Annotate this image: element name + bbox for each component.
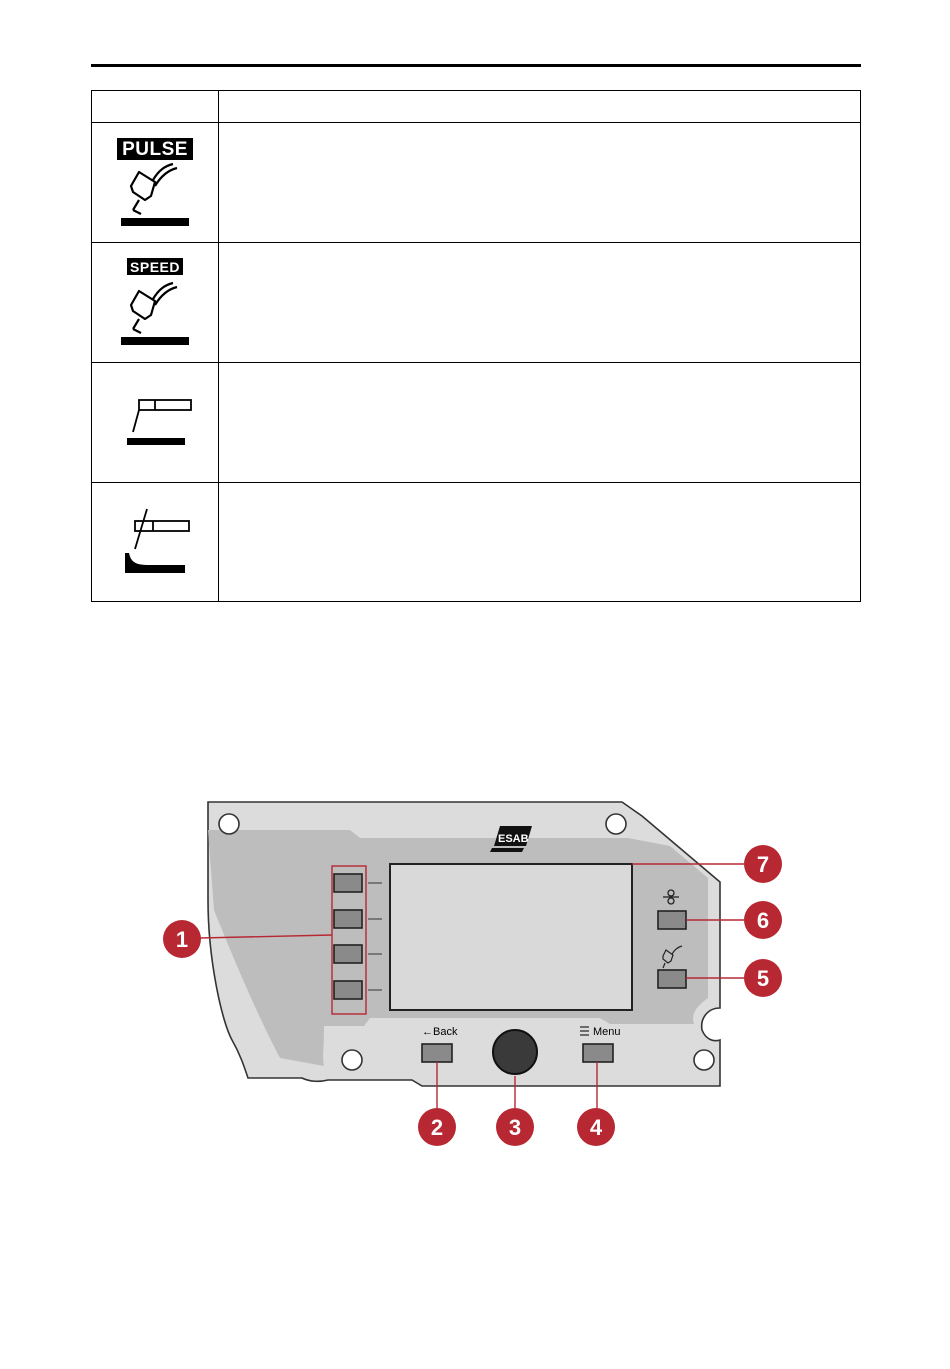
back-button[interactable] <box>422 1044 452 1062</box>
pulse-mig-icon <box>115 160 195 228</box>
callout-5 <box>744 959 782 997</box>
svg-text:4: 4 <box>589 1115 603 1140</box>
table-header-row <box>92 91 861 123</box>
svg-text:←: ← <box>422 1026 433 1038</box>
mount-hole <box>694 1050 714 1070</box>
description-cell <box>219 243 861 363</box>
soft-key-4[interactable] <box>334 981 362 999</box>
mma-icon <box>115 390 195 450</box>
display-screen[interactable] <box>390 864 632 1010</box>
soft-key-3[interactable] <box>334 945 362 963</box>
header-rule <box>91 64 861 67</box>
symbol-cell <box>92 243 219 363</box>
control-panel <box>160 790 800 1150</box>
symbol-cell <box>92 123 219 243</box>
svg-text:2: 2 <box>430 1115 444 1140</box>
pulse-label: PULSE <box>117 138 193 160</box>
table-row <box>92 363 861 483</box>
callout-1 <box>163 920 201 958</box>
table-row <box>92 123 861 243</box>
table-row <box>92 483 861 602</box>
svg-text:5: 5 <box>756 966 770 991</box>
svg-text:Back: Back <box>433 1026 458 1038</box>
symbol-table <box>91 90 861 602</box>
menu-button[interactable] <box>583 1044 613 1062</box>
symbol-cell <box>92 363 219 483</box>
mount-hole <box>342 1050 362 1070</box>
back-control <box>422 1026 458 1062</box>
arc-air-gouging-icon <box>115 505 195 575</box>
callout-7 <box>744 845 782 883</box>
svg-text:Menu: Menu <box>593 1026 621 1038</box>
control-knob[interactable] <box>493 1030 537 1074</box>
mount-hole <box>219 814 239 834</box>
svg-text:6: 6 <box>756 908 770 933</box>
callout-3 <box>496 1108 534 1146</box>
soft-key-2[interactable] <box>334 910 362 928</box>
description-cell <box>219 123 861 243</box>
svg-text:3: 3 <box>508 1115 522 1140</box>
mount-hole <box>606 814 626 834</box>
table-row <box>92 243 861 363</box>
svg-text:ESAB: ESAB <box>498 833 529 845</box>
speed-mig-icon <box>115 275 195 347</box>
speed-label: SPEED <box>127 258 183 275</box>
header-cell-symbol <box>92 91 219 123</box>
svg-text:7: 7 <box>756 852 770 877</box>
header-cell-description <box>219 91 861 123</box>
description-cell <box>219 483 861 602</box>
control-panel-figure <box>160 790 800 1150</box>
callout-4 <box>577 1108 615 1146</box>
gas-test-button[interactable] <box>658 911 686 929</box>
callout-2 <box>418 1108 456 1146</box>
symbol-cell <box>92 483 219 602</box>
wire-inch-button[interactable] <box>658 970 686 988</box>
svg-text:1: 1 <box>175 927 189 952</box>
soft-key-1[interactable] <box>334 874 362 892</box>
description-cell <box>219 363 861 483</box>
callout-6 <box>744 901 782 939</box>
